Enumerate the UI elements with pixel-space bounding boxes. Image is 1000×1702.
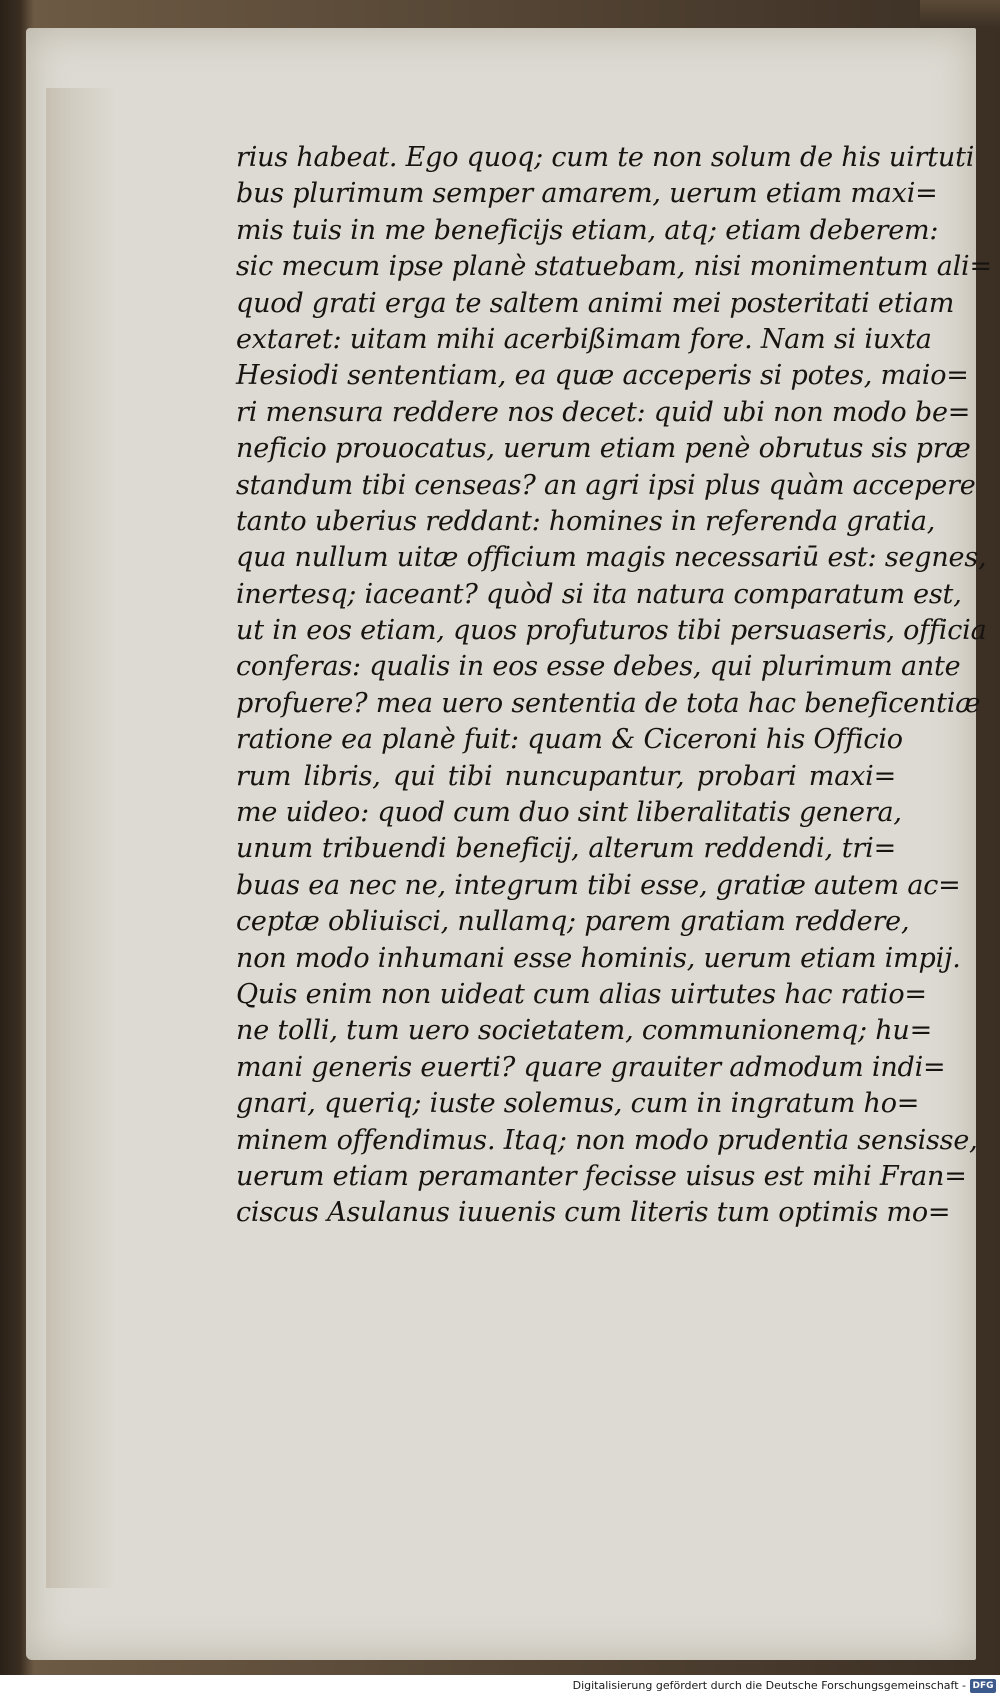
text-line: profuere? mea uero sententia de tota hac beneficentiæ bbox=[236, 687, 981, 719]
text-line: ri mensura reddere nos decet: quid ubi non modo be= bbox=[236, 396, 971, 428]
text-line: non modo inhumani esse hominis, uerum etiam impij. bbox=[236, 942, 961, 974]
funding-credit: Digitalisierung gefördert durch die Deutsche Forschungsgemeinschaft - bbox=[572, 1679, 966, 1692]
text-line: rius habeat. Ego quoq; cum te non solum de his uirtuti bbox=[236, 142, 975, 173]
text-line: neficio prouocatus, uerum etiam penè obrutus sis præ bbox=[236, 433, 971, 465]
text-line: gnari, queriq; iuste solemus, cum in ingratum ho= bbox=[236, 1088, 920, 1120]
text-line: unum tribuendi beneficij, alterum reddendi, tri= bbox=[236, 833, 896, 865]
body-text bbox=[236, 140, 992, 1232]
text-line: me uideo: quod cum duo sint liberalitatis genera, bbox=[236, 797, 902, 829]
text-line: quod grati erga te saltem animi mei posteritati etiam bbox=[236, 287, 955, 319]
text-line: minem offendimus. Itaq; non modo prudentia sensisse, bbox=[236, 1124, 978, 1156]
text-line: bus plurimum semper amarem, uerum etiam maxi= bbox=[236, 178, 938, 210]
text-line: buas ea nec ne, integrum tibi esse, gratiæ autem ac= bbox=[236, 869, 961, 901]
text-line: sic mecum ipse planè statuebam, nisi monimentum ali= bbox=[236, 251, 992, 283]
digitization-footer bbox=[0, 1675, 1000, 1702]
text-line: Quis enim non uideat cum alias uirtutes hac ratio= bbox=[236, 978, 927, 1010]
text-line: conferas: qualis in eos esse debes, qui plurimum ante bbox=[236, 651, 961, 683]
text-line: inertesq; iaceant? quòd si ita natura comparatum est, bbox=[236, 578, 962, 610]
text-line: Hesiodi sententiam, ea quæ acceperis si potes, maio= bbox=[236, 360, 969, 392]
text-line: standum tibi censeas? an agri ipsi plus quàm accepere bbox=[236, 469, 976, 501]
text-line: ne tolli, tum uero societatem, communionemq; hu= bbox=[236, 1015, 933, 1047]
text-line: ceptæ obliuisci, nullamq; parem gratiam reddere, bbox=[236, 906, 910, 938]
text-line: ratione ea planè fuit: quam & Ciceroni his Officio bbox=[236, 724, 903, 756]
text-line: mani generis euerti? quare grauiter admodum indi= bbox=[236, 1051, 946, 1083]
text-line: uerum etiam peramanter fecisse uisus est mihi Fran= bbox=[236, 1160, 967, 1192]
text-line: extaret: uitam mihi acerbißimam fore. Nam si iuxta bbox=[236, 323, 932, 355]
scan-corner bbox=[920, 0, 1000, 28]
text-line: ciscus Asulanus iuuenis cum literis tum optimis mo= bbox=[236, 1197, 951, 1229]
dfg-logo: DFG bbox=[970, 1679, 996, 1693]
text-line: rum libris, qui tibi nuncupantur, probari maxi= bbox=[236, 760, 896, 792]
text-line: tanto uberius reddant: homines in referenda gratia, bbox=[236, 505, 936, 537]
text-line: ut in eos etiam, quos profuturos tibi persuaseris, officia bbox=[236, 615, 987, 647]
text-line: mis tuis in me beneficijs etiam, atq; etiam deberem: bbox=[236, 214, 939, 246]
page-gutter-shadow bbox=[46, 88, 116, 1588]
text-line: qua nullum uitæ officium magis necessariū est: segnes, bbox=[236, 542, 987, 574]
